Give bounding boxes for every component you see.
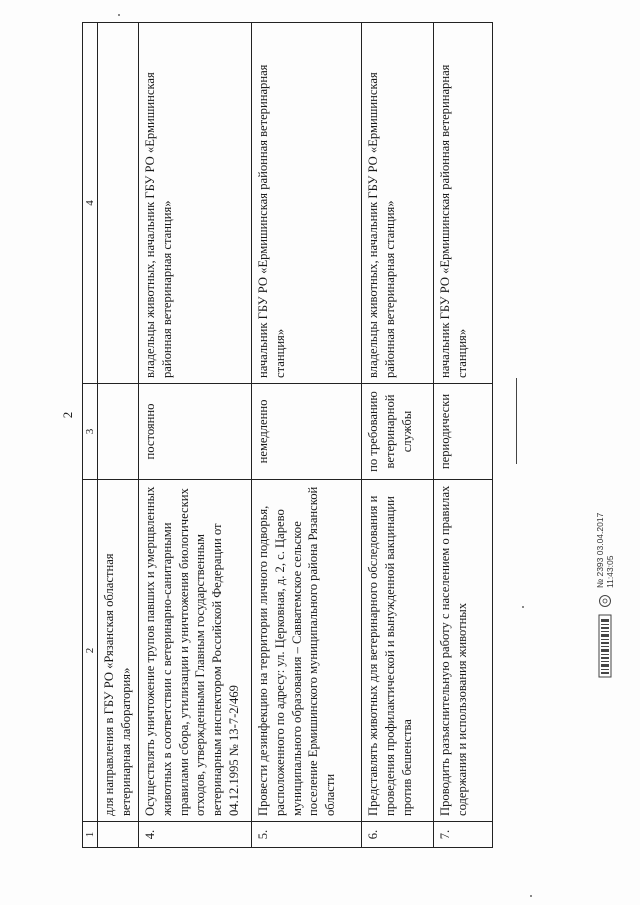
row-number: 4. — [138, 822, 251, 848]
row-number: 5. — [251, 822, 361, 848]
row-responsible: владельцы животных, начальник ГБУ РО «Ермишинская районная ветеринарная станция» — [361, 23, 433, 384]
header-cell: 4 — [83, 23, 98, 384]
seal-icon — [598, 594, 612, 608]
row-responsible — [98, 23, 139, 384]
row-action: Представлять животных для ветеринарного обследования и проведения профилактической и вынужденной вакцинации против бешенства — [361, 480, 433, 822]
scan-speck — [522, 606, 524, 608]
header-cell: 3 — [83, 384, 98, 480]
table-row — [98, 23, 139, 848]
row-number: 7. — [433, 822, 492, 848]
table-row — [251, 23, 361, 848]
rotated-table-container — [82, 22, 490, 848]
row-term: постоянно — [138, 384, 251, 480]
scan-speck — [118, 14, 120, 16]
row-term: по требованию ветеринарной службы — [361, 384, 433, 480]
scan-speck — [530, 895, 532, 897]
registration-stamp — [595, 478, 615, 678]
table-row — [433, 23, 492, 848]
row-term: немедленно — [251, 384, 361, 480]
row-number: 6. — [361, 822, 433, 848]
row-responsible: владельцы животных, начальник ГБУ РО «Ермишинская районная ветеринарная станция» — [138, 23, 251, 384]
row-action: Провести дезинфекцию на территории личного подворья, расположенного по адресу: ул. Церковная, д. 2, с. Царево муниципального образования – Савватемское сельское поселение Ермишинского муниципального района Рязанской области — [251, 480, 361, 822]
header-cell: 2 — [83, 480, 98, 822]
row-action: Проводить разъяснительную работу с населением о правилах содержания и использования животных — [433, 480, 492, 822]
table-row — [138, 23, 251, 848]
row-term — [98, 384, 139, 480]
stamp-text: № 2393 03.04.2017 11:43:05 — [595, 512, 615, 588]
row-action: Осуществлять уничтожение трупов павших и умерщвленных животных в соответствии с ветеринарно-санитарными правилами сбора, утилизации и уничтожения биологических отходов, утвержденными Главным государственным ветеринарным инспектором Российской Федерации от 04.12.1995 № 13-7-2/469 — [138, 480, 251, 822]
header-cell: 1 — [83, 822, 98, 848]
measures-table — [82, 22, 493, 848]
table-header-row — [83, 23, 98, 848]
signature-line — [516, 378, 517, 464]
row-responsible: начальник ГБУ РО «Ермишинская районная ветеринарная станция» — [251, 23, 361, 384]
table-row — [361, 23, 433, 848]
page-number: 2 — [60, 411, 75, 419]
row-number — [98, 822, 139, 848]
barcode-icon — [597, 614, 613, 678]
row-responsible: начальник ГБУ РО «Ермишинская районная ветеринарная станция» — [433, 23, 492, 384]
row-term: периодически — [433, 384, 492, 480]
row-action: для направления в ГБУ РО «Рязанская областная ветеринарная лаборатория» — [98, 480, 139, 822]
